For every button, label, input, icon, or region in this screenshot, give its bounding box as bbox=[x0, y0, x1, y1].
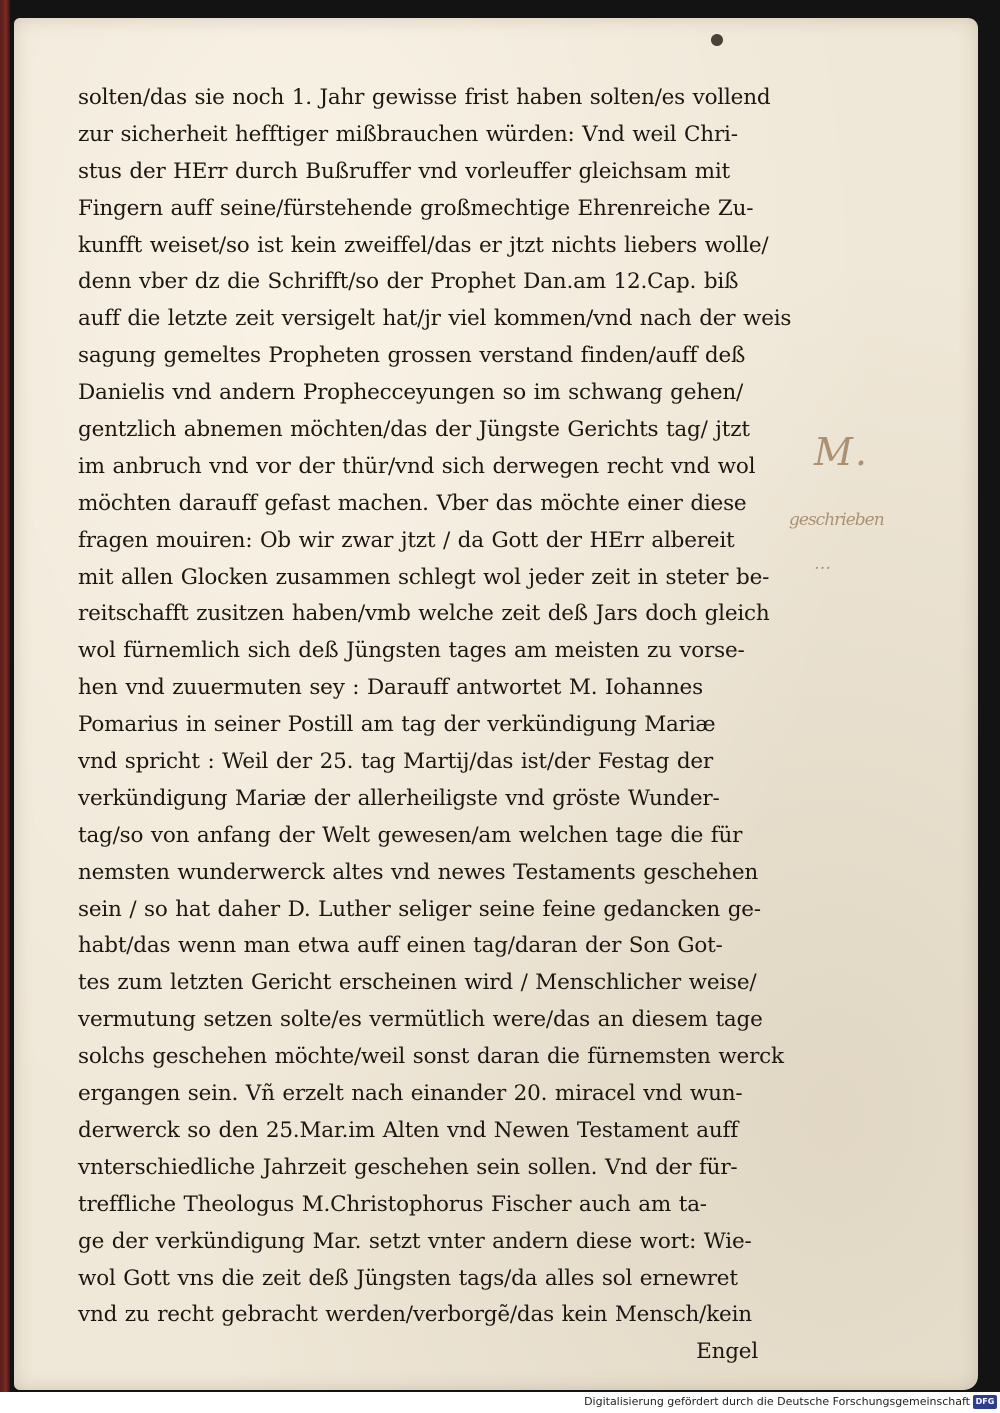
text-line: kunfft weiset/so ist kein zweiffel/das er jtzt nichts liebers wolle/ bbox=[78, 232, 769, 258]
text-line: vnterschiedliche Jahrzeit geschehen sein sollen. Vnd der für- bbox=[78, 1154, 738, 1180]
text-line: ge der verkündigung Mar. setzt vnter andern diese wort: Wie- bbox=[78, 1228, 752, 1254]
funding-credit: Digitalisierung gefördert durch die Deutsche Forschungsgemeinschaft bbox=[584, 1395, 970, 1408]
text-line: Fingern auff seine/fürstehende großmechtige Ehrenreiche Zu- bbox=[78, 195, 754, 221]
text-line: vnd zu recht gebracht werden/verborgẽ/das kein Mensch/kein bbox=[78, 1302, 752, 1328]
text-line: derwerck so den 25.Mar.im Alten vnd Newen Testament auff bbox=[78, 1117, 739, 1143]
text-line: habt/das wenn man etwa auff einen tag/daran der Son Got- bbox=[78, 933, 723, 959]
text-line: zur sicherheit hefftiger mißbrauchen würden: Vnd weil Chri- bbox=[78, 121, 738, 147]
text-line: auff die letzte zeit versigelt hat/jr viel kommen/vnd nach der weis bbox=[78, 306, 792, 332]
margin-note: geschrieben bbox=[789, 510, 884, 530]
text-line: vermutung setzen solte/es vermütlich were/das an diesem tage bbox=[78, 1007, 763, 1033]
book-page bbox=[14, 18, 978, 1390]
text-line: verkündigung Mariæ der allerheiligste vnd gröste Wunder- bbox=[78, 785, 720, 811]
footer-bar bbox=[0, 1392, 1000, 1413]
text-line: stus der HErr durch Bußruffer vnd vorleuffer gleichsam mit bbox=[78, 158, 730, 184]
dfg-logo-icon: DFG bbox=[973, 1395, 997, 1409]
text-line: sein / so hat daher D. Luther seliger seine feine gedancken ge- bbox=[78, 896, 761, 922]
text-line: nemsten wunderwerck altes vnd newes Testaments geschehen bbox=[78, 859, 758, 885]
text-line: wol fürnemlich sich deß Jüngsten tages am meisten zu vorse- bbox=[78, 638, 745, 664]
text-line: wol Gott vns die zeit deß Jüngsten tags/da alles sol ernewret bbox=[78, 1265, 738, 1291]
text-line: vnd spricht : Weil der 25. tag Martij/das ist/der Festag der bbox=[78, 749, 714, 775]
text-line: tes zum letzten Gericht erscheinen wird / Menschlicher weise/ bbox=[78, 970, 757, 996]
text-line: reitschafft zusitzen haben/vmb welche zeit deß Jars doch gleich bbox=[78, 601, 770, 627]
page-text bbox=[78, 80, 792, 1371]
text-line: solchs geschehen möchte/weil sonst daran die fürnemsten werck bbox=[78, 1044, 784, 1070]
margin-note: M. bbox=[814, 430, 869, 474]
text-line: möchten darauff gefast machen. Vber das möchte einer diese bbox=[78, 490, 747, 516]
text-line: hen vnd zuuermuten sey : Darauff antwortet M. Iohannes bbox=[78, 675, 703, 701]
catchword: Engel bbox=[696, 1339, 758, 1365]
text-line: sagung gemeltes Propheten grossen verstand finden/auff deß bbox=[78, 343, 746, 369]
text-line: treffliche Theologus M.Christophorus Fischer auch am ta- bbox=[78, 1191, 707, 1217]
binding-edge bbox=[0, 0, 10, 1392]
text-line: denn vber dz die Schrifft/so der Prophet Dan.am 12.Cap. biß bbox=[78, 269, 739, 295]
text-line: mit allen Glocken zusammen schlegt wol jeder zeit in steter be- bbox=[78, 564, 770, 590]
text-line: im anbruch vnd vor der thür/vnd sich derwegen recht vnd wol bbox=[78, 453, 756, 479]
text-line: Danielis vnd andern Prophecceyungen so im schwang gehen/ bbox=[78, 380, 744, 406]
text-line: gentzlich abnemen möchten/das der Jüngste Gerichts tag/ jtzt bbox=[78, 417, 750, 443]
text-line: Pomarius in seiner Postill am tag der verkündigung Mariæ bbox=[78, 712, 716, 738]
text-line: fragen mouiren: Ob wir zwar jtzt / da Gott der HErr albereit bbox=[78, 527, 735, 553]
text-line: ergangen sein. Vñ erzelt nach einander 20. miracel vnd wun- bbox=[78, 1081, 743, 1107]
text-line: tag/so von anfang der Welt gewesen/am welchen tage die für bbox=[78, 822, 743, 848]
margin-note: … bbox=[814, 554, 830, 574]
text-line: solten/das sie noch 1. Jahr gewisse frist haben solten/es vollend bbox=[78, 85, 771, 110]
ink-blot bbox=[711, 34, 723, 46]
